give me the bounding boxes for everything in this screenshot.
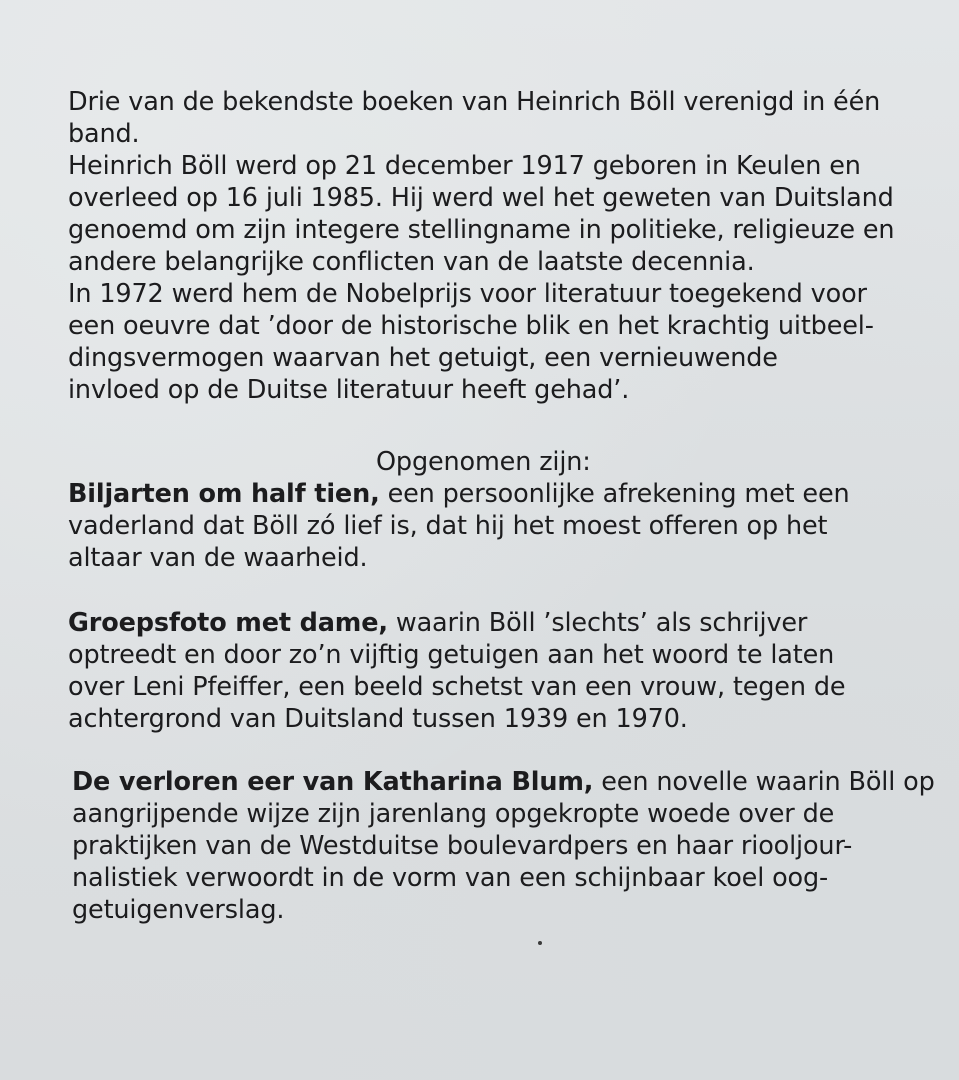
book-description-line: getuigenverslag. [72, 895, 285, 925]
book-description-line: optreedt en door zo’n vijftig getuigen aan het woord te laten [68, 640, 835, 670]
intro-line: genoemd om zijn integere stellingname in politieke, religieuze en [68, 215, 895, 245]
book-title: Groepsfoto met dame, [68, 608, 388, 638]
book-entry-first-line [68, 607, 807, 639]
book-description: waarin Böll ’slechts’ als schrijver [387, 608, 808, 638]
book-description-line: over Leni Pfeiffer, een beeld schetst van een vrouw, tegen de [68, 672, 846, 702]
intro-line: Heinrich Böll werd op 21 december 1917 geboren in Keulen en [68, 151, 861, 181]
intro-line: Drie van de bekendste boeken van Heinrich Böll verenigd in één [68, 87, 881, 117]
contents-heading: Opgenomen zijn: [376, 447, 591, 477]
book-description: een persoonlijke afrekening met een [379, 479, 850, 509]
intro-line: andere belangrijke conflicten van de laatste decennia. [68, 247, 755, 277]
intro-line: In 1972 werd hem de Nobelprijs voor literatuur toegekend voor [68, 279, 867, 309]
book-entry-first-line [72, 766, 935, 798]
intro-line: invloed op de Duitse literatuur heeft gehad’. [68, 375, 630, 405]
intro-line: een oeuvre dat ’door de historische blik en het krachtig uitbeel- [68, 311, 874, 341]
book-entry-first-line [68, 478, 850, 510]
book-description-line: praktijken van de Westduitse boulevardpers en haar riooljour- [72, 831, 853, 861]
book-description-line: altaar van de waarheid. [68, 543, 368, 573]
book-description-line: achtergrond van Duitsland tussen 1939 en 1970. [68, 704, 688, 734]
paper-speck [538, 941, 542, 945]
intro-line: band. [68, 119, 140, 149]
intro-line: dingsvermogen waarvan het getuigt, een vernieuwende [68, 343, 778, 373]
intro-line: overleed op 16 juli 1985. Hij werd wel het geweten van Duitsland [68, 183, 894, 213]
book-description-line: aangrijpende wijze zijn jarenlang opgekropte woede over de [72, 799, 835, 829]
book-description-line: nalistiek verwoordt in de vorm van een schijnbaar koel oog- [72, 863, 829, 893]
book-title: De verloren eer van Katharina Blum, [72, 767, 594, 797]
book-title: Biljarten om half tien, [68, 479, 380, 509]
book-description: een novelle waarin Böll op [593, 767, 935, 797]
book-description-line: vaderland dat Böll zó lief is, dat hij het moest offeren op het [68, 511, 828, 541]
